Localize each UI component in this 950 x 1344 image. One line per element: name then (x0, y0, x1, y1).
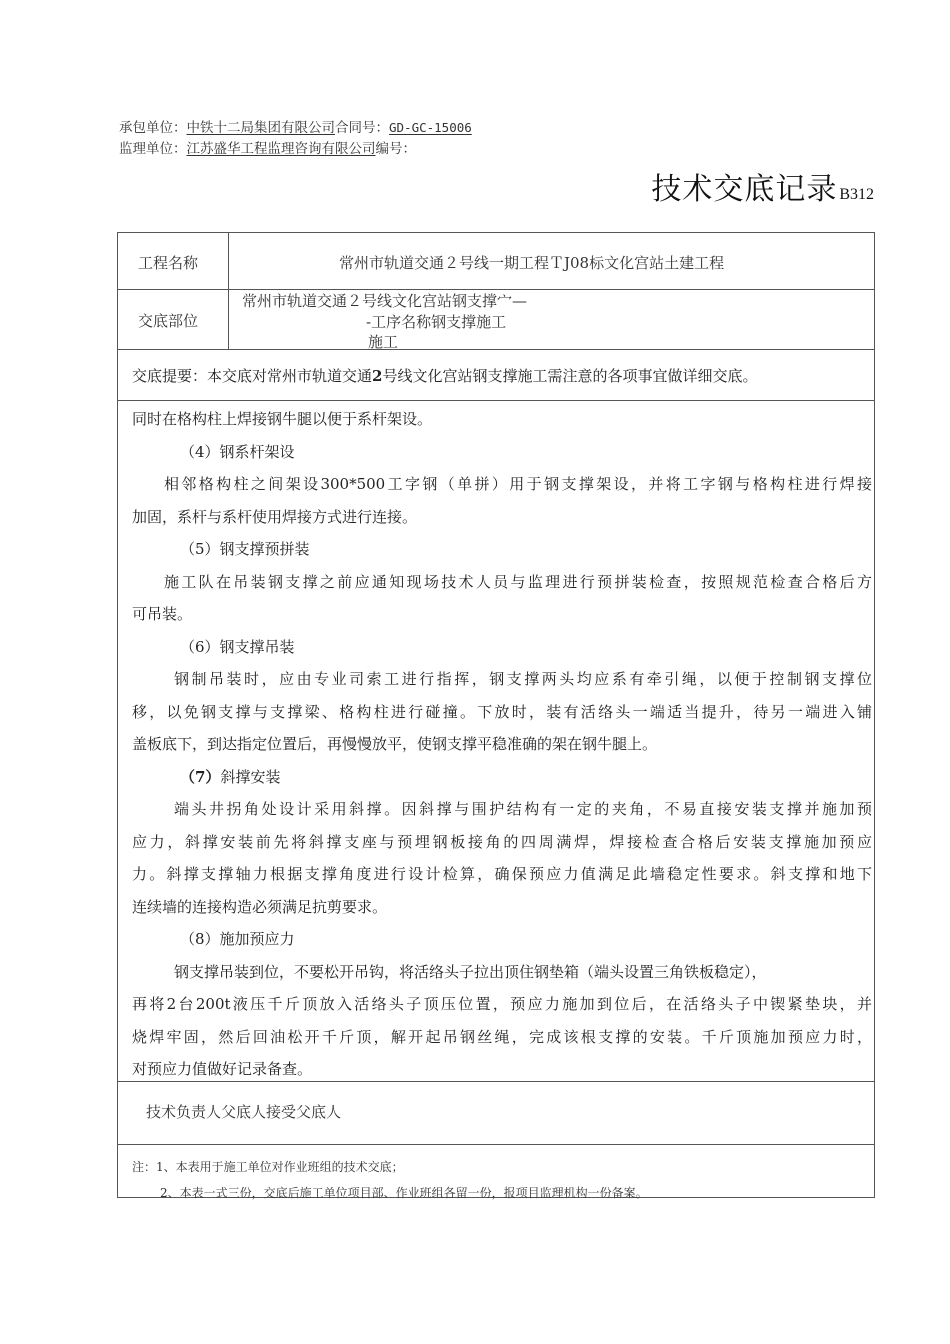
paragraph: 移，以免钢支撑与支撑梁、格构柱进行碰撞。下放时，装有活络头一端适当提升，待另一端进入铺 (132, 702, 872, 721)
serial-label: 编号： (375, 141, 416, 157)
section-heading: （4）钢系杆架设 (180, 442, 295, 461)
summary-text (132, 365, 757, 386)
paragraph: 可吊装。 (132, 605, 193, 623)
section-heading: （6）钢支撑吊装 (180, 637, 295, 656)
paragraph: 同时在格构柱上焊接钢牛腿以便于系杆架设。 (132, 410, 433, 428)
section-heading: （8）施加预应力 (180, 930, 295, 948)
summary-suffix: 号线文化宫站钢支撑施工需注意的各项事宜做详细交底。 (382, 367, 758, 385)
contractor-label: 承包单位： (119, 120, 187, 136)
paragraph: 端头井拐角处设计采用斜撑。因斜撑与围护结构有一定的夹角，不易直接安装支撑并施加预 (174, 800, 872, 818)
note-2: 2、本表一式三份，交底后施工单位项目部、作业班组各留一份，报项目监理机构一份备案。 (160, 1186, 648, 1200)
summary-number: 2 (372, 367, 383, 385)
title-code: B312 (839, 186, 874, 203)
contractor-line (119, 116, 472, 136)
supervisor-name: 江苏盛华工程监理咨询有限公司 (186, 141, 376, 157)
part-value-line3: 施工 (368, 333, 399, 351)
section-heading: （5）钢支撑预拼装 (180, 540, 310, 558)
body-content (132, 403, 872, 1086)
contract-no: GD-GC-15006 (389, 120, 472, 135)
paragraph: 加固，系杆与系杆使用焊接方式进行连接。 (132, 507, 418, 526)
document-title (651, 164, 874, 208)
paragraph: 钢制吊装时，应由专业司索工进行指挥，钢支撑两头均应系有牵引绳，以便于控制钢支撑位 (174, 670, 872, 688)
paragraph: 力。斜撑支撑轴力根据支撑角度进行设计检算，确保预应力值满足此墙稳定性要求。斜支撑和地下 (132, 865, 872, 883)
section-heading (132, 761, 872, 794)
column-divider (228, 233, 229, 349)
row-divider (118, 349, 874, 350)
part-label: 交底部位 (138, 312, 199, 330)
project-name-label: 工程名称 (138, 254, 199, 272)
paragraph: 再将2台200t液压千斤顶放入活络头子顶压位置，预应力施加到位后，在活络头子中锲紧垫块，并 (132, 995, 872, 1013)
paragraph: 对预应力值做好记录备查。 (132, 1060, 313, 1078)
heading-text: 斜撑安装 (220, 767, 281, 786)
project-name-value: 常州市轨道交通２号线一期工程ＴJ08标文化宫站土建工程 (339, 254, 725, 272)
paragraph: 相邻格构柱之间架设300*500工字钢（单拼）用于钢支撑架设，并将工字钢与格构柱进行焊接 (164, 475, 872, 493)
paragraph: 钢支撑吊装到位，不要松开吊钩，将活络头子拉出顶住钢垫箱（端头设置三角铁板稳定）， (174, 962, 767, 981)
contract-no-label: 合同号： (335, 120, 389, 136)
record-table (117, 232, 875, 1198)
paragraph: 盖板底下，到达指定位置后，再慢慢放平，使钢支撑平稳准确的架在钢牛腿上。 (132, 735, 658, 753)
part-value-line2: -工序名称钢支撑施工 (366, 313, 507, 331)
signature-row: 技术负责人父底人接受父底人 (146, 1103, 342, 1121)
part-value-line1: 常州市轨道交通２号线文化宫站钢支撑宀— (242, 292, 528, 310)
paragraph: 施工队在吊装钢支撑之前应通知现场技术人员与监理进行预拼装检查，按照规范检查合格后方 (164, 572, 872, 591)
note-1: 注：1、本表用于施工单位对作业班组的技术交底； (132, 1160, 404, 1174)
paragraph: 应力，斜撑安装前先将斜撑支座与预埋钢板接角的四周满焊，焊接检查合格后安装支撑施加预应 (132, 832, 872, 851)
supervisor-label: 监理单位： (119, 141, 187, 157)
row-divider (118, 400, 874, 401)
summary-prefix: 交底提要：本交底对常州市轨道交通 (132, 367, 373, 385)
paragraph: 连续墙的连接构造必须满足抗剪要求。 (132, 897, 388, 916)
supervisor-line (119, 137, 416, 157)
paragraph: 烧焊牢固，然后回油松开千斤顶，解开起吊钢丝绳，完成该根支撑的安装。千斤顶施加预应力时， (132, 1027, 872, 1046)
heading-number: （7） (180, 767, 221, 786)
title-text: 技术交底记录 (651, 172, 838, 207)
contractor-name: 中铁十二局集团有限公司 (186, 120, 335, 136)
row-divider (118, 1144, 874, 1145)
